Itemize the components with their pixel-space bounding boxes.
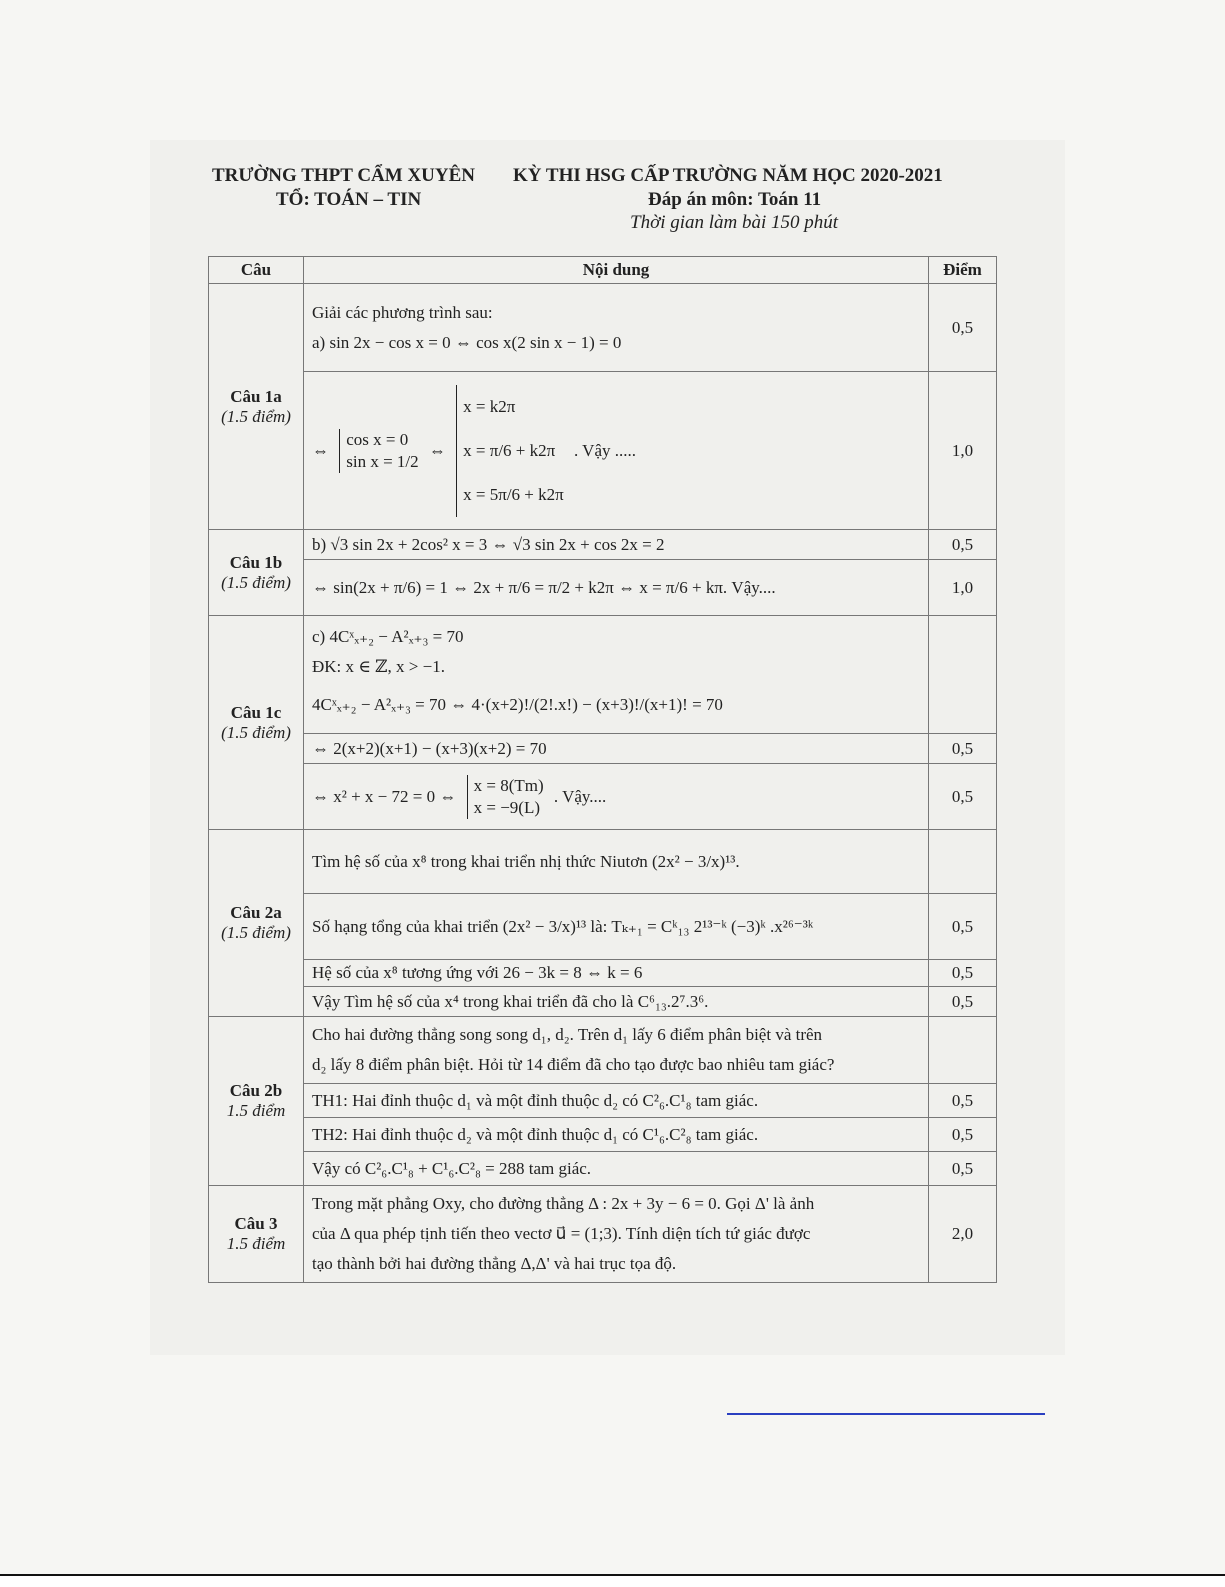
- content-line: của Δ qua phép tịnh tiến theo vectơ u⃗ = (1;3). Tính diện tích tứ giác được: [312, 1224, 811, 1243]
- content-line: Cho hai đường thẳng song song d₁, d₂. Trên d₁ lấy 6 điểm phân biệt và trên: [312, 1025, 823, 1044]
- score-cell: 0,5: [929, 960, 997, 987]
- score-cell: [929, 1017, 997, 1084]
- table-row: [209, 1152, 997, 1186]
- question-label: [209, 1186, 304, 1283]
- score-cell: 0,5: [929, 734, 997, 764]
- table-header-row: [209, 257, 997, 284]
- equation-line: cos x = 0: [346, 429, 409, 449]
- header-content: Nội dung: [304, 257, 929, 284]
- table-row: [209, 530, 997, 560]
- solution-system: [467, 775, 544, 819]
- content-cell: ⇔ sin(2x + π/6) = 1 ⇔ 2x + π/6 = π/2 + k2π ⇔ x = π/6 + kπ. Vậy....: [304, 560, 929, 616]
- content-cell: Hệ số của x⁸ tương ứng với 26 − 3k = 8 ⇔ k = 6: [304, 960, 929, 987]
- content-cell: [304, 764, 929, 830]
- score-cell: 0,5: [929, 1084, 997, 1118]
- conclusion-text: . Vậy .....: [573, 440, 636, 460]
- exam-time: Thời gian làm bài 150 phút: [630, 212, 839, 233]
- score-cell: [929, 830, 997, 894]
- question-points: (1.5 điểm): [221, 572, 291, 592]
- question-title: Câu 1b: [229, 552, 283, 572]
- question-label: [209, 1017, 304, 1186]
- score-cell: 2,0: [929, 1186, 997, 1283]
- solution-line: x = −9(L): [473, 797, 540, 817]
- score-cell: 0,5: [929, 530, 997, 560]
- content-cell: Tìm hệ số của x⁸ trong khai triển nhị thức Niutơn (2x² − 3/x)¹³.: [304, 830, 929, 894]
- signature-underline: [727, 1413, 1045, 1415]
- question-points: (1.5 điểm): [221, 406, 291, 426]
- content-cell: ⇔ 2(x+2)(x+1) − (x+3)(x+2) = 70: [304, 734, 929, 764]
- solution-line: x = k2π: [463, 396, 516, 416]
- table-row: [209, 1084, 997, 1118]
- table-row: [209, 960, 997, 987]
- question-title: Câu 1c: [230, 702, 282, 722]
- solution-line: x = π/6 + k2π: [463, 440, 556, 460]
- content-cell: Số hạng tổng của khai triển (2x² − 3/x)¹³ là: Tₖ₊₁ = Cᵏ₁₃ 2¹³⁻ᵏ (−3)ᵏ .x²⁶⁻³ᵏ: [304, 894, 929, 960]
- content-cell: [304, 284, 929, 372]
- content-line: tạo thành bởi hai đường thẳng Δ,Δ' và hai trục tọa độ.: [312, 1254, 677, 1273]
- score-cell: [929, 616, 997, 734]
- equation-system: [339, 429, 418, 473]
- score-cell: 0,5: [929, 1152, 997, 1186]
- table-row: [209, 1017, 997, 1084]
- score-cell: 0,5: [929, 764, 997, 830]
- content-cell: TH2: Hai đỉnh thuộc d₂ và một đỉnh thuộc d₁ có C¹₆.C²₈ tam giác.: [304, 1118, 929, 1152]
- content-cell: ⇔ cos x = 0 sin x = 1/2 ⇔ x = k2π x = π/6 + k2π x = 5π/6 + k2π . Vậy .....: [304, 372, 929, 530]
- exam-title: KỲ THI HSG CẤP TRƯỜNG NĂM HỌC 2020-2021: [513, 165, 943, 186]
- header-cau: Câu: [209, 257, 304, 284]
- question-label: [209, 284, 304, 530]
- score-cell: 0,5: [929, 987, 997, 1017]
- content-line: ⇔ x² + x − 72 = 0 ⇔: [312, 786, 457, 806]
- content-line: ĐK: x ∈ ℤ, x > −1.: [312, 656, 445, 676]
- table-row: [209, 987, 997, 1017]
- content-cell: [304, 1186, 929, 1283]
- question-label: [209, 830, 304, 1017]
- content-cell: b) √3 sin 2x + 2cos² x = 3 ⇔ √3 sin 2x + cos 2x = 2: [304, 530, 929, 560]
- equation-line: sin x = 1/2: [346, 451, 419, 471]
- content-line: Giải các phương trình sau:: [312, 302, 493, 322]
- content-line: 4Cˣₓ₊₂ − A²ₓ₊₃ = 70 ⇔ 4·(x+2)!/(2!.x!) − (x+3)!/(x+1)! = 70: [312, 694, 723, 714]
- content-line: a) sin 2x − cos x = 0 ⇔ cos x(2 sin x − 1) = 0: [312, 332, 622, 352]
- table-row: [209, 372, 997, 530]
- table-row: [209, 1118, 997, 1152]
- table-row: [209, 1186, 997, 1283]
- question-label: [209, 616, 304, 830]
- table-row: [209, 830, 997, 894]
- bottom-border: [0, 1574, 1225, 1587]
- question-label: [209, 530, 304, 616]
- school-name: TRƯỜNG THPT CẨM XUYÊN: [212, 165, 476, 186]
- content-cell: Vậy Tìm hệ số của x⁴ trong khai triển đã cho là C⁶₁₃.2⁷.3⁶.: [304, 987, 929, 1017]
- table-row: [209, 894, 997, 960]
- department-name: TỔ: TOÁN – TIN: [276, 189, 422, 210]
- question-points: 1.5 điểm: [226, 1101, 286, 1120]
- solution-line: x = 5π/6 + k2π: [463, 484, 564, 504]
- answer-table: [208, 256, 997, 1283]
- question-points: (1.5 điểm): [221, 722, 291, 742]
- table-row: [209, 764, 997, 830]
- score-cell: 1,0: [929, 372, 997, 530]
- score-cell: 1,0: [929, 560, 997, 616]
- content-cell: [304, 616, 929, 734]
- table-row: [209, 616, 997, 734]
- table-row: [209, 560, 997, 616]
- solution-system: [456, 385, 564, 517]
- content-cell: TH1: Hai đỉnh thuộc d₁ và một đỉnh thuộc d₂ có C²₆.C¹₈ tam giác.: [304, 1084, 929, 1118]
- score-cell: 0,5: [929, 894, 997, 960]
- solution-line: x = 8(Tm): [473, 775, 544, 795]
- content-line: c) 4Cˣₓ₊₂ − A²ₓ₊₃ = 70: [312, 626, 464, 646]
- content-line: d₂ lấy 8 điểm phân biệt. Hỏi từ 14 điểm đã cho tạo được bao nhiêu tam giác?: [312, 1055, 835, 1074]
- question-title: Câu 3: [234, 1214, 278, 1233]
- conclusion-text: . Vậy....: [553, 786, 607, 806]
- content-cell: [304, 1017, 929, 1084]
- table-row: [209, 284, 997, 372]
- table-row: [209, 734, 997, 764]
- score-cell: 0,5: [929, 1118, 997, 1152]
- content-cell: Vậy có C²₆.C¹₈ + C¹₆.C²₈ = 288 tam giác.: [304, 1152, 929, 1186]
- score-cell: 0,5: [929, 284, 997, 372]
- question-title: Câu 2b: [229, 1081, 283, 1100]
- question-points: 1.5 điểm: [226, 1234, 286, 1253]
- content-line: Trong mặt phẳng Oxy, cho đường thẳng Δ : 2x + 3y − 6 = 0. Gọi Δ' là ảnh: [312, 1194, 815, 1213]
- header-points: Điểm: [929, 257, 997, 284]
- subject-title: Đáp án môn: Toán 11: [648, 189, 822, 210]
- question-title: Câu 1a: [230, 386, 282, 406]
- question-title: Câu 2a: [230, 903, 282, 922]
- question-points: (1.5 điểm): [221, 923, 291, 942]
